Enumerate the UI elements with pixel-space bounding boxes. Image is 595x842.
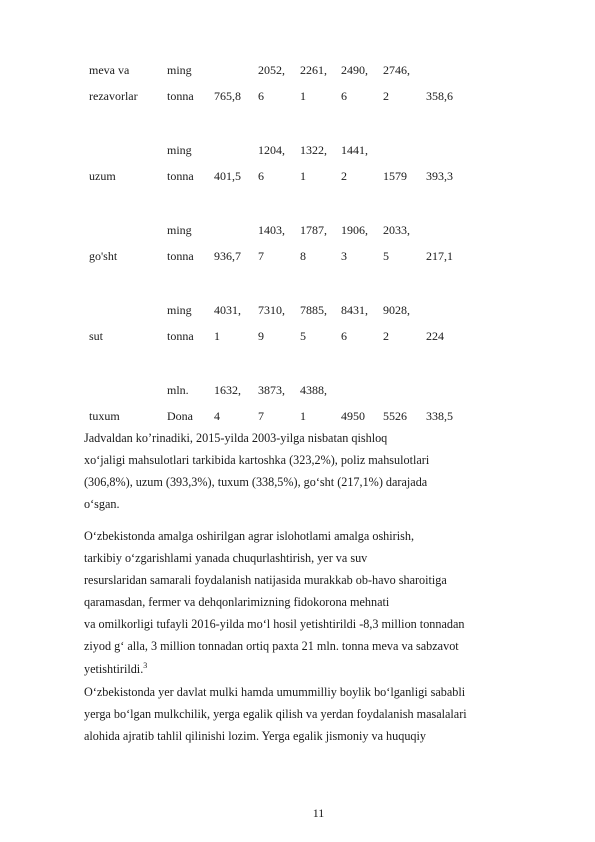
text-line: alohida ajratib tahlil qilinishi lozim. Yerga egalik jismoniy va huquqiy [84, 729, 426, 744]
table-unit: tonna [167, 249, 194, 263]
table-value: 5526 [383, 409, 407, 423]
table-value: 4 [214, 409, 220, 423]
table-value: 1 [300, 409, 306, 423]
table-value: 6 [258, 89, 264, 103]
table-value: 5 [300, 329, 306, 343]
table-unit: ming [167, 223, 192, 237]
table-value: 1322, [300, 143, 327, 157]
text-line: O‘zbekistonda amalga oshirilgan agrar islohotlami amalga oshirish, [84, 529, 414, 543]
table-value: 8 [300, 249, 306, 263]
table-value: 1579 [383, 169, 407, 183]
table-unit: ming [167, 303, 192, 317]
table-value: 9028, [383, 303, 410, 317]
table-value: 7310, [258, 303, 285, 317]
text-line: O‘zbekistonda yer davlat mulki hamda umummilliy boylik bo‘lganligi sababli [84, 685, 466, 699]
table-value: 1441, [341, 143, 368, 157]
table-value: 936,7 [214, 249, 241, 263]
text-line: yerga bo‘lgan mulkchilik, yerga egalik qilish va yerdan foydalanish masalalari [84, 707, 467, 722]
table-row-label: uzum [89, 169, 116, 183]
footnote-marker: 3 [143, 660, 148, 670]
table-value: 217,1 [426, 249, 453, 263]
table-value: 765,8 [214, 89, 241, 103]
table-value: 1787, [300, 223, 327, 237]
table-value: 2033, [383, 223, 410, 237]
table-value: 4031, [214, 303, 241, 317]
table-value: 1 [214, 329, 220, 343]
table-unit: mln. [167, 383, 189, 397]
paragraph-reforms [84, 525, 544, 680]
table-unit: ming [167, 143, 192, 157]
table-value: 2261, [300, 63, 327, 77]
table-value: 1906, [341, 223, 368, 237]
text-line: (306,8%), uzum (393,3%), tuxum (338,5%), go‘sht (217,1%) darajada [84, 475, 428, 490]
table-value: 2 [383, 89, 389, 103]
table-value: 338,5 [426, 409, 453, 423]
paragraph-summary [84, 427, 544, 515]
text-line [84, 658, 544, 680]
table-value: 224 [426, 329, 444, 343]
table-value: 393,3 [426, 169, 453, 183]
text-line: o‘sgan. [84, 497, 120, 512]
table-row-label: rezavorlar [89, 89, 138, 103]
table-value: 4388, [300, 383, 327, 397]
text-line: Jadvaldan ko’rinadiki, 2015-yilda 2003-yilga nisbatan qishloq [84, 431, 388, 445]
table-row-label: meva va [89, 63, 130, 77]
table-value: 401,5 [214, 169, 241, 183]
table-unit: ming [167, 63, 192, 77]
page-number: 11 [312, 806, 325, 820]
table-unit: tonna [167, 329, 194, 343]
table-value: 6 [258, 169, 264, 183]
table-value: 8431, [341, 303, 368, 317]
table-value: 2490, [341, 63, 368, 77]
table-value: 7 [258, 249, 264, 263]
table-value: 6 [341, 89, 347, 103]
table-value: 358,6 [426, 89, 453, 103]
text-line: qaramasdan, fermer va dehqonlarimizning fidokorona mehnati [84, 595, 390, 610]
table-value: 6 [341, 329, 347, 343]
text-line: va omilkorligi tufayli 2016-yilda mo‘l hosil yetishtirildi -8,3 million tonnadan [84, 617, 465, 632]
table-value: 3873, [258, 383, 285, 397]
table-value: 1 [300, 169, 306, 183]
table-value: 2746, [383, 63, 410, 77]
table-row-label: sut [89, 329, 104, 343]
table-value: 2052, [258, 63, 285, 77]
table-value: 1 [300, 89, 306, 103]
table-value: 4950 [341, 409, 365, 423]
table-row-label: go'sht [89, 249, 118, 263]
table-value: 1632, [214, 383, 241, 397]
table-value: 7885, [300, 303, 327, 317]
table-value: 3 [341, 249, 347, 263]
paragraph-land-ownership [84, 681, 544, 747]
table-value: 1204, [258, 143, 285, 157]
table-value: 2 [383, 329, 389, 343]
text-line: xo‘jaligi mahsulotlari tarkibida kartoshka (323,2%), poliz mahsulotlari [84, 453, 430, 468]
text-line-content: yetishtirildi. [84, 661, 144, 676]
table-value: 5 [383, 249, 389, 263]
table-value: 2 [341, 169, 347, 183]
text-line: tarkibiy o‘zgarishlami yanada chuqurlashtirish, yer va suv [84, 551, 368, 566]
table-value: 1403, [258, 223, 285, 237]
table-value: 9 [258, 329, 264, 343]
table-unit: tonna [167, 89, 194, 103]
table-value: 7 [258, 409, 264, 423]
table-row-label: tuxum [89, 409, 120, 423]
text-line: resurslaridan samarali foydalanish natijasida murakkab ob-havo sharoitiga [84, 573, 447, 588]
text-line: ziyod g‘ alla, 3 million tonnadan ortiq paxta 21 mln. tonna meva va sabzavot [84, 639, 459, 654]
table-unit: Dona [167, 409, 193, 423]
table-unit: tonna [167, 169, 194, 183]
